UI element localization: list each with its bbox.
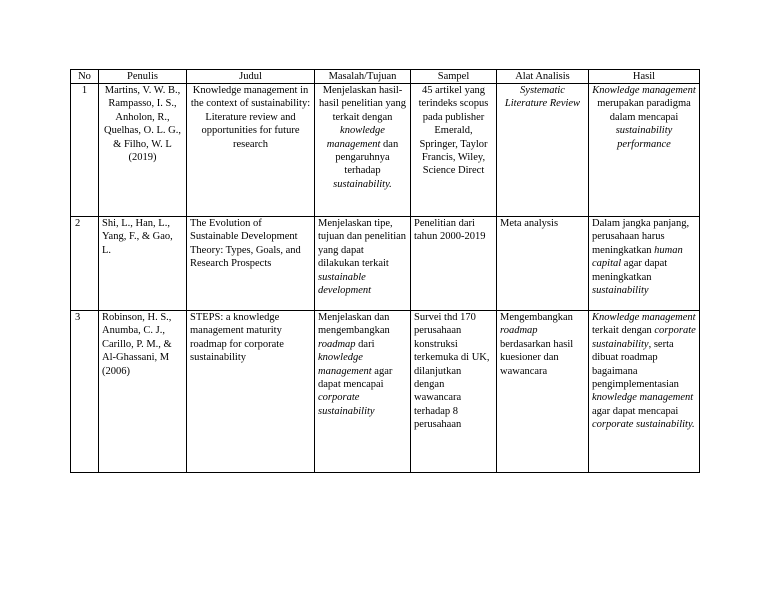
- cell-no: 3: [71, 311, 99, 473]
- text-segment: terkait dengan: [592, 325, 655, 337]
- text-segment: Knowledge management: [592, 85, 696, 96]
- header-no: No: [71, 70, 99, 84]
- text-segment: agar dapat mencapai: [318, 365, 393, 391]
- text-segment: Mengembangkan: [500, 312, 573, 323]
- text-segment: berdasarkan hasil kuesioner dan wawancara: [500, 338, 574, 377]
- table-row: [71, 311, 700, 473]
- text-segment: knowledge management: [326, 125, 385, 150]
- text-segment: dari: [355, 338, 375, 350]
- text-segment: corporate sustainability: [592, 325, 696, 350]
- table-header-row: [71, 70, 700, 84]
- header-judul: Judul: [187, 70, 315, 84]
- header-hasil: Hasil: [589, 70, 700, 84]
- text-segment: corporate sustainability.: [592, 419, 695, 431]
- cell-no: 2: [71, 217, 99, 311]
- cell-judul: STEPS: a knowledge management maturity roadmap for corporate sustainability: [187, 311, 315, 473]
- cell-masalah: [315, 84, 411, 217]
- text-segment: Menjelaskan hasil-hasil penelitian yang terkait dengan: [319, 85, 406, 123]
- text-segment: sustainability: [592, 285, 649, 297]
- text-segment: Knowledge management: [592, 312, 696, 323]
- text-segment: knowledge management: [318, 352, 372, 377]
- table-row: [71, 84, 700, 217]
- text-segment: roadmap: [318, 338, 356, 350]
- cell-hasil: [589, 84, 700, 217]
- cell-sampel: Penelitian dari tahun 2000-2019: [411, 217, 497, 311]
- header-masalah-tujuan: Masalah/Tujuan: [315, 70, 411, 84]
- cell-judul: Knowledge management in the context of sustainability: Literature review and opportunities for future research: [187, 84, 315, 217]
- text-segment: Dalam jangka panjang, perusahaan harus meningkatkan: [592, 218, 690, 256]
- text-segment: dan pengaruhnya terhadap: [335, 138, 399, 177]
- text-segment: Menjelaskan dan mengembangkan: [318, 312, 390, 337]
- cell-masalah: [315, 217, 411, 311]
- cell-alat-analisis: [497, 84, 589, 217]
- cell-alat-analisis: [497, 217, 589, 311]
- cell-penulis: Robinson, H. S., Anumba, C. J., Carillo, P. M., & Al-Ghassani, M (2006): [99, 311, 187, 473]
- text-segment: sustainable development: [318, 271, 372, 297]
- text-segment: sustainability.: [333, 178, 392, 190]
- text-segment: knowledge management: [592, 392, 694, 404]
- text-segment: , serta dibuat roadmap bagaimana pengimplementasian: [592, 338, 679, 391]
- cell-alat-analisis: [497, 311, 589, 473]
- cell-hasil: [589, 311, 700, 473]
- literature-review-table: [70, 69, 700, 473]
- table-row: [71, 217, 700, 311]
- cell-penulis: Martins, V. W. B., Rampasso, I. S., Anholon, R., Quelhas, O. L. G., & Filho, W. L (2019): [99, 84, 187, 217]
- text-segment: roadmap: [500, 325, 538, 337]
- text-segment: merupakan paradigma dalam mencapai: [597, 98, 691, 123]
- cell-judul: The Evolution of Sustainable Development Theory: Types, Goals, and Research Prospects: [187, 217, 315, 311]
- cell-hasil: [589, 217, 700, 311]
- text-segment: sustainability performance: [615, 125, 673, 150]
- text-segment: Systematic Literature Review: [504, 85, 581, 110]
- header-sampel: Sampel: [411, 70, 497, 84]
- text-segment: Menjelaskan tipe, tujuan dan penelitian yang dapat dilakukan terkait: [318, 218, 407, 270]
- header-penulis: Penulis: [99, 70, 187, 84]
- text-segment: Meta analysis: [500, 218, 559, 229]
- text-segment: human capital: [592, 244, 683, 270]
- text-segment: agar dapat meningkatkan: [592, 258, 668, 283]
- text-segment: agar dapat mencapai: [592, 405, 679, 417]
- cell-sampel: Survei thd 170 perusahaan konstruksi terkemuka di UK, dilanjutkan dengan wawancara terhadap 8 perusahaan: [411, 311, 497, 473]
- cell-masalah: [315, 311, 411, 473]
- cell-sampel: 45 artikel yang terindeks scopus pada publisher Emerald, Springer, Taylor Francis, Wiley, Science Direct: [411, 84, 497, 217]
- cell-no: 1: [71, 84, 99, 217]
- cell-penulis: Shi, L., Han, L., Yang, F., & Gao, L.: [99, 217, 187, 311]
- header-alat-analisis: Alat Analisis: [497, 70, 589, 84]
- text-segment: corporate sustainability: [318, 392, 375, 417]
